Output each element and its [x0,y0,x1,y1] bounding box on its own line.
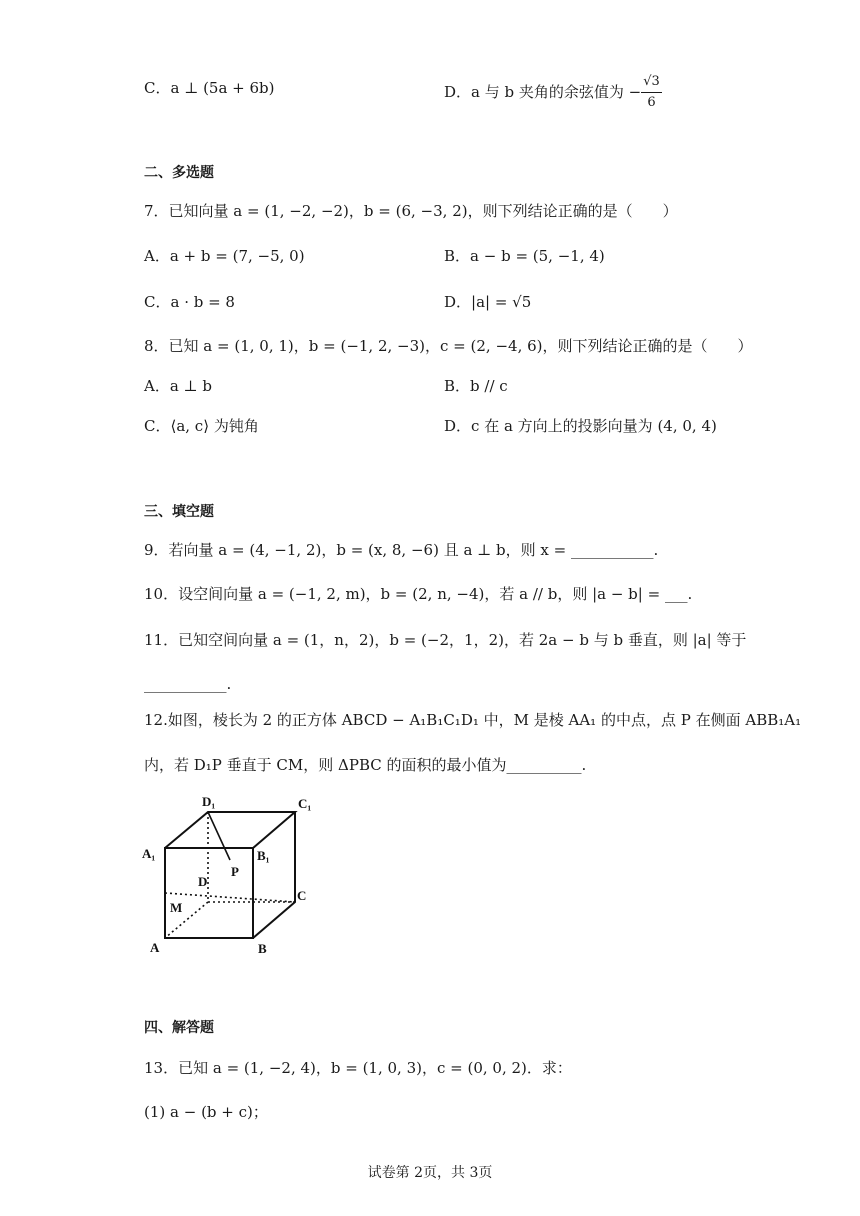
question-9: 9．若向量 a = (4, −1, 2)，b = (x, 8, −6) 且 a ⊥ b，则 x = ___________. [144,541,659,559]
question-11-blank: ___________. [144,675,232,693]
q8-option-a: A．a ⊥ b [144,377,213,395]
label-b: B [258,941,267,956]
question-11: 11．已知空间向量 a = (1，n，2)，b = (−2，1，2)，若 2a − b 与 b 垂直，则 |a| 等于 [144,631,747,649]
label-a1: A₁ [142,846,156,861]
cos-fraction [641,72,662,113]
section-heading-answer: 四、解答题 [144,1020,214,1036]
question-12-line1: 12.如图，棱长为 2 的正方体 ABCD − A₁B₁C₁D₁ 中，M 是棱 AA₁ 的中点，点 P 在侧面 ABB₁A₁ [144,711,802,729]
top-face-edges [165,812,295,848]
label-c: C [297,888,307,903]
segment-d1-p [208,812,230,860]
option-d-prefix: D．a 与 b 夹角的余弦值为 − [444,83,642,101]
q8-option-b: B．b // c [444,377,508,395]
label-b1: B₁ [257,848,270,863]
q7-option-c: C．a · b = 8 [144,293,235,311]
q7-option-a: A．a + b = (7, −5, 0) [144,247,305,265]
label-d1: D₁ [202,794,216,809]
cube-figure [140,790,340,960]
option-c-prev: C．a ⊥ (5a + 6b) [144,79,275,97]
front-face [165,848,253,938]
q7-option-d: D．|a| = √5 [444,293,532,311]
section-heading-multiple-choice: 二、多选题 [144,165,214,181]
cube-edges [165,812,295,938]
label-c1: C₁ [298,796,312,811]
segment-m-c [165,893,295,902]
q7-option-b: B．a − b = (5, −1, 4) [444,247,605,265]
label-p: P [231,864,239,879]
q8-option-c: C．⟨a, c⟩ 为钝角 [144,417,259,435]
page-footer: 试卷第 2页，共 3页 [367,1165,493,1181]
question-7-stem: 7．已知向量 a = (1, −2, −2)，b = (6, −3, 2)，则下列结论正确的是（ ） [144,202,678,220]
question-13-part-1: (1) a − (b + c)； [144,1103,268,1121]
q8-option-d: D．c 在 a 方向上的投影向量为 (4, 0, 4) [444,417,717,435]
label-m: M [170,900,183,915]
fraction-denominator: 6 [647,94,656,110]
question-12-line2: 内，若 D₁P 垂直于 CM，则 ΔPBC 的面积的最小值为__________. [144,756,587,774]
fraction-numerator: √3 [641,72,662,93]
question-10: 10．设空间向量 a = (−1, 2, m)，b = (2, n, −4)，若 a // b，则 |a − b| = ___. [144,585,693,603]
question-8-stem: 8．已知 a = (1, 0, 1)，b = (−1, 2, −3)，c = (2, −4, 6)，则下列结论正确的是（ ） [144,337,753,355]
section-heading-fill-in: 三、填空题 [144,504,214,520]
option-d-prev [444,72,662,112]
question-13-stem: 13．已知 a = (1, −2, 4)，b = (1, 0, 3)，c = (0, 0, 2)．求： [144,1059,572,1077]
label-d: D [198,874,208,889]
label-a: A [150,940,160,955]
